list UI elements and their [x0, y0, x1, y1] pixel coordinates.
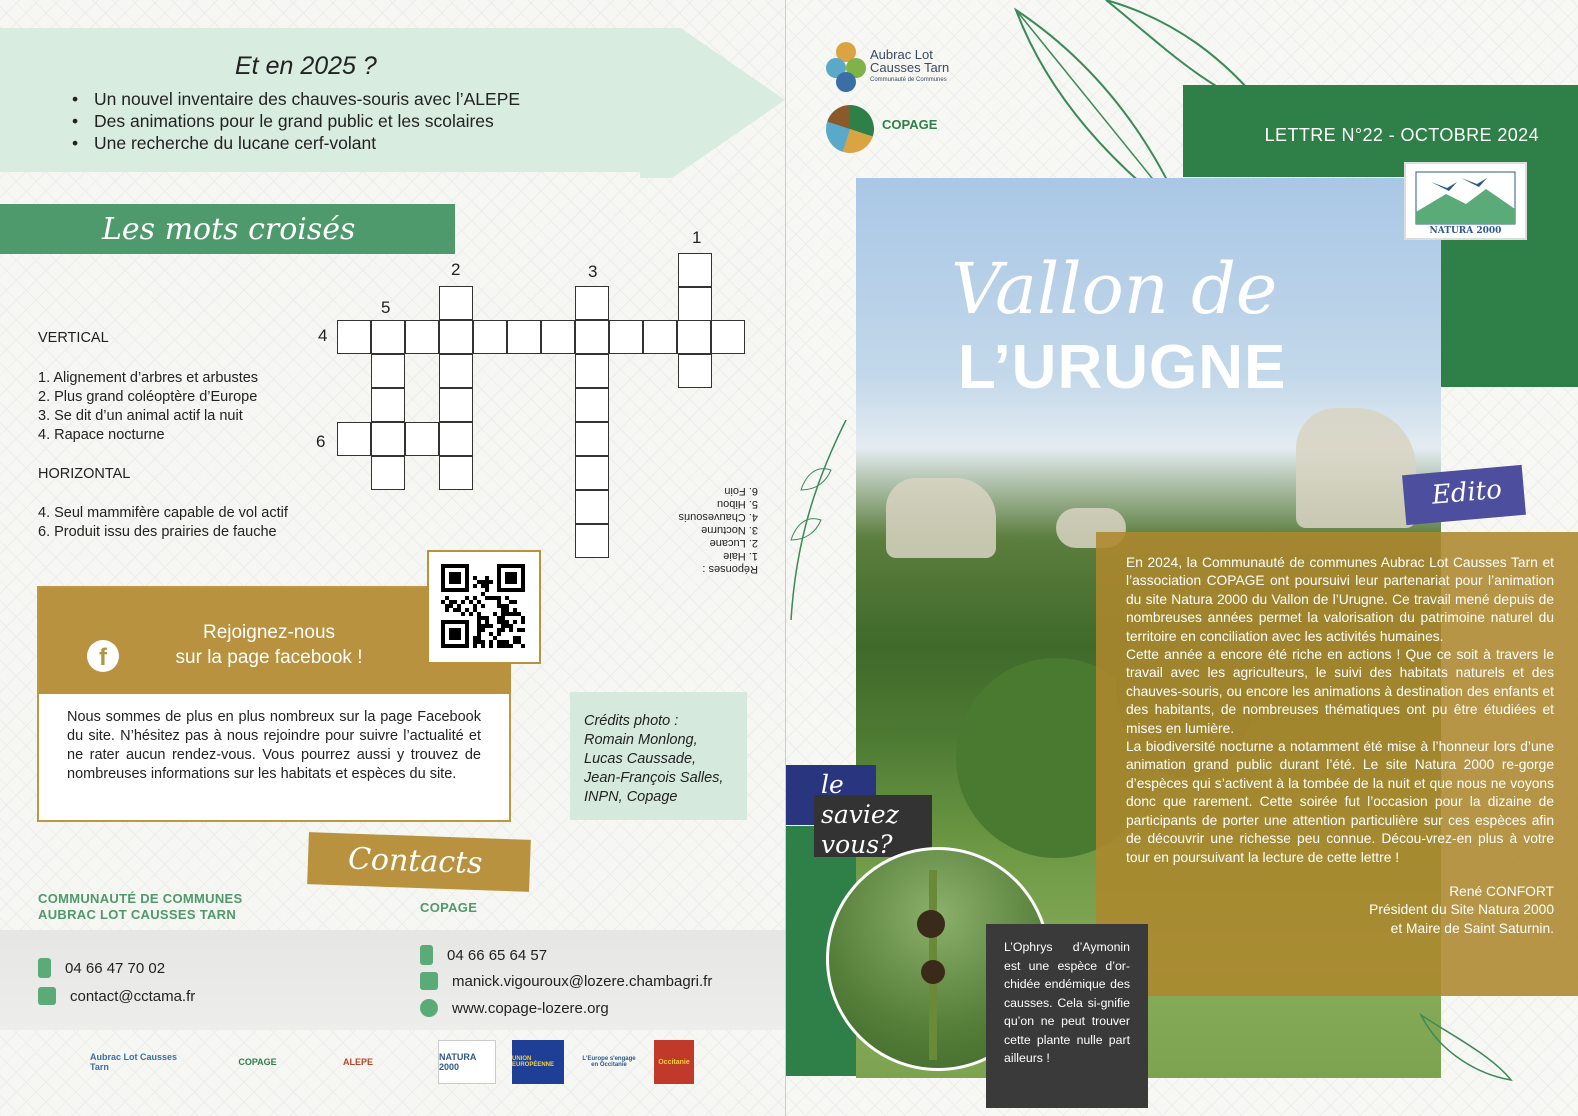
crossword-cell[interactable] — [678, 287, 712, 321]
crossword-cell[interactable] — [371, 388, 405, 422]
crossword-cell[interactable] — [643, 320, 677, 354]
crossword-cell[interactable] — [371, 354, 405, 388]
org2-website[interactable]: www.copage-lozere.org — [420, 999, 609, 1017]
contacts-title-band — [307, 832, 531, 892]
logo-copage: COPAGE — [826, 105, 956, 160]
clue: 4. Seul mammifère capable de vol actif — [38, 505, 288, 521]
crossword-title: Les mots croisés — [102, 212, 356, 247]
logo-alepe: ALEPE — [342, 1057, 373, 1067]
crossword-cell[interactable] — [575, 354, 609, 388]
crossword-answers: Réponses : 1. Haie 2. Lucane 3. Nocturne 4. Chauvesouris 5. Hibou 6. Foin — [678, 485, 758, 575]
grid-number: 3 — [588, 262, 598, 281]
org1-email[interactable]: contact@cctama.fr — [38, 987, 195, 1005]
clue: 4. Rapace nocturne — [38, 427, 165, 443]
acl-logo-mark — [824, 36, 868, 96]
crossword-cell[interactable] — [711, 320, 745, 354]
grid-number: 6 — [316, 432, 326, 451]
crossword-cell[interactable] — [677, 320, 711, 354]
clue: 1. Alignement d’arbres et arbustes — [38, 370, 259, 386]
title-main: L’URUGNE — [958, 333, 1287, 402]
left-page — [0, 0, 785, 1116]
qr-code[interactable] — [427, 550, 541, 664]
grid-number: 4 — [318, 326, 328, 345]
logo-europe-occitanie: L'Europe s'engage en Occitanie — [582, 1056, 636, 1068]
org1-name: COMMUNAUTÉ DE COMMUNES AUBRAC LOT CAUSSES TARN — [38, 891, 243, 922]
crossword-title-band — [0, 204, 455, 254]
crossword-cell[interactable] — [678, 253, 712, 287]
facebook-icon[interactable]: f — [87, 640, 119, 672]
mail-icon — [420, 972, 438, 990]
list-item: • Un nouvel inventaire des chauves-souris avec l’ALEPE — [72, 88, 520, 110]
crossword-cell[interactable] — [507, 320, 541, 354]
org2-name: COPAGE — [420, 900, 478, 915]
mail-icon — [38, 987, 56, 1005]
crossword-cell[interactable] — [678, 354, 712, 388]
logo-copage: COPAGE — [238, 1057, 277, 1067]
crossword-cell[interactable] — [439, 286, 473, 320]
clue: 3. Se dit d’un animal actif la nuit — [38, 408, 243, 424]
signature: René CONFORT Président du Site Natura 2000 et Maire de Saint Saturnin. — [1369, 883, 1554, 936]
crossword-cell[interactable] — [575, 320, 609, 354]
crossword-cell[interactable] — [405, 422, 439, 456]
crossword-cell[interactable] — [439, 354, 473, 388]
plan-2025-list — [72, 88, 520, 154]
crossword-cell[interactable] — [439, 456, 473, 490]
natura2000-logo: NATURA 2000 — [1404, 162, 1527, 240]
title-script: Vallon de — [951, 248, 1278, 330]
edito-tag: Edito — [1402, 465, 1526, 525]
crossword-cell[interactable] — [371, 422, 405, 456]
crossword-cell[interactable] — [575, 286, 609, 320]
crossword-cell[interactable] — [575, 456, 609, 490]
facebook-heading: Rejoignez-nous sur la page facebook ! — [175, 622, 363, 668]
crossword-cell[interactable] — [541, 320, 575, 354]
crossword-cell[interactable] — [609, 320, 643, 354]
logo-eu: UNION EUROPÉENNE — [512, 1040, 564, 1084]
crossword-cell[interactable] — [439, 388, 473, 422]
contacts-title: Contacts — [347, 841, 484, 882]
copage-logo-mark — [826, 105, 874, 153]
clue: 2. Plus grand coléoptère d’Europe — [38, 389, 258, 405]
edito-text: En 2024, la Communauté de communes Aubrac Lot Causses Tarn et l’association COPAGE ont poursuivi leur partenariat pour l’animation du site Natura 2000 du Vallon de l’Urugne. Ce travail mené depuis de nombreuses années permet la valorisation du patrimoine naturel du territoire en conciliation avec les activités humaines. Cette année a encore été riche en actions ! Que ce soit à travers le travail avec les agriculteurs, le suivi des habitats naturels et des chauves-souris, ou encore les animations à destination des enfants et des habitants, de nombreuses thématiques ont pu être étudiées et mises en lumière. La biodiversité nocturne a notamment été mise à l’honneur lors d’une animation grand public durant l’été. Le site Natura 2000 re-gorge d’espèces qui s’activent à la tombée de la nuit et que nous ne voyons donc que rarement. Cette soirée fut l’occasion pour la dizaine de participants de porter une attention particulière sur ces espèces afin de découvrir une richesse peu connue. Décou-vrez-en plus à votre tour en poursuivant la lecture de cette lettre ! René CONFORT Président du Site Natura 2000 et Maire de Saint Saturnin. — [1096, 532, 1578, 996]
crossword-cell[interactable] — [575, 490, 609, 524]
vertical-label: VERTICAL — [38, 330, 109, 346]
qr-code-pattern — [441, 564, 551, 674]
crossword-cell[interactable] — [337, 422, 371, 456]
crossword-cell[interactable] — [439, 422, 473, 456]
crossword-cell[interactable] — [575, 524, 609, 558]
facebook-body: Nous sommes de plus en plus nombreux sur la page Facebook du site. N’hésitez pas à nous rejoindre pour suivre l’actualité et ne rater aucun rendez-vous. Vous pourrez aussi y trouvez de nombreuses informations sur les habitats et espèces du site. — [67, 709, 481, 782]
horizontal-label: HORIZONTAL — [38, 466, 131, 482]
clue: 6. Produit issu des prairies de fauche — [38, 524, 277, 540]
saviez-vous-title: le saviez vous? — [821, 770, 899, 859]
phone-icon — [38, 958, 51, 978]
org2-phone[interactable]: 04 66 65 64 57 — [420, 945, 547, 965]
crossword-cell[interactable] — [473, 320, 507, 354]
grid-number: 1 — [692, 228, 702, 247]
list-item: • Une recherche du lucane cerf-volant — [72, 132, 520, 154]
crossword-cell[interactable] — [371, 320, 405, 354]
crossword-cell[interactable] — [575, 388, 609, 422]
grid-number: 2 — [451, 260, 461, 279]
ophrys-fact: L’Ophrys d’Aymonin est une espèce d’or-chidée endémique des causses. Cela si-gnifie qu’on ne peut trouver cette plante nulle part ailleurs ! — [986, 924, 1148, 1108]
horizontal-clues — [38, 504, 288, 542]
logo-natura2000: NATURA 2000 — [438, 1040, 496, 1084]
plan-2025-title: Et en 2025 ? — [235, 52, 377, 80]
crossword-cell[interactable] — [337, 320, 371, 354]
logo-acl: Aubrac Lot Causses Tarn — [90, 1052, 178, 1072]
logo-aubrac-lot-causses-tarn: Aubrac Lot Causses Tarn Communauté de Communes — [824, 36, 954, 96]
globe-icon — [420, 999, 438, 1017]
crossword-cell[interactable] — [405, 320, 439, 354]
crossword-cell[interactable] — [575, 422, 609, 456]
phone-icon — [420, 945, 433, 965]
crossword-cell[interactable] — [439, 320, 473, 354]
issue-label: LETTRE N°22 - OCTOBRE 2024 — [1264, 125, 1539, 145]
leaf-decoration — [786, 420, 866, 620]
org1-phone[interactable]: 04 66 47 70 02 — [38, 958, 165, 978]
logo-occitanie: Occitanie — [654, 1040, 694, 1084]
right-page — [785, 0, 1578, 1116]
leaf-decoration — [1411, 1005, 1521, 1085]
grid-number: 5 — [381, 298, 391, 317]
vertical-clues — [38, 369, 258, 445]
photo-credits: Crédits photo : Romain Monlong, Lucas Caussade, Jean-François Salles, INPN, Copage — [570, 692, 747, 820]
crossword-cell[interactable] — [371, 456, 405, 490]
list-item: • Des animations pour le grand public et les scolaires — [72, 110, 520, 132]
org2-email[interactable]: manick.vigouroux@lozere.chambagri.fr — [420, 972, 712, 990]
